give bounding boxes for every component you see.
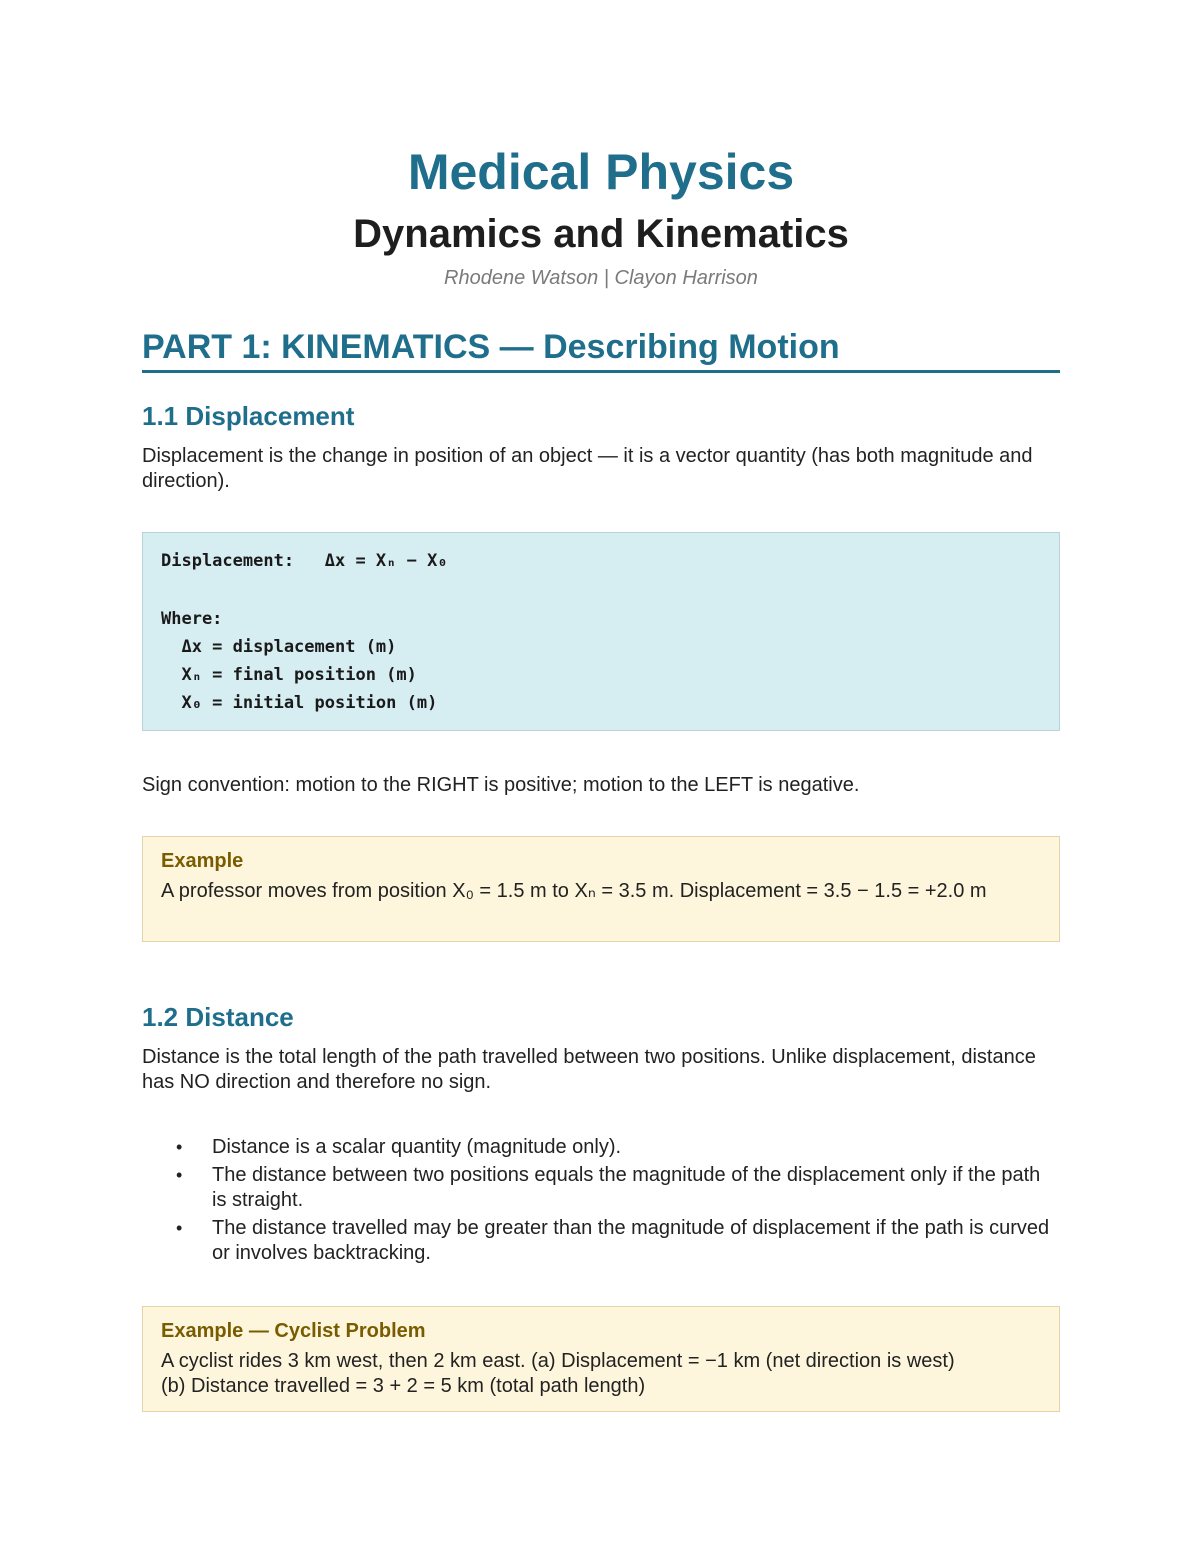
example-line-2: (b) Distance travelled = 3 + 2 = 5 km (total path length) [161, 1375, 646, 1397]
distance-intro: Distance is the total length of the path travelled between two positions. Unlike displacement, distance has NO direction and therefore no sign. [142, 1046, 1036, 1093]
authors-line: Rhodene Watson | Clayon Harrison [444, 267, 758, 289]
section-1-2-heading: 1.2 Distance [142, 1002, 294, 1032]
document-title: Medical Physics [407, 144, 795, 200]
part-1-heading: PART 1: KINEMATICS — Describing Motion [142, 326, 1060, 373]
example-text [161, 1349, 1041, 1399]
displacement-intro: Displacement is the change in position of an object — it is a vector quantity (has both magnitude and direction). [142, 445, 1033, 492]
formula-line-delta-x: Δx = displacement (m) [161, 637, 397, 657]
formula-line-initial: X₀ = initial position (m) [161, 693, 438, 713]
document-subtitle: Dynamics and Kinematics [353, 212, 849, 256]
displacement-formula-box [142, 532, 1060, 731]
list-item [142, 1135, 1060, 1160]
bullet-icon: • [176, 1137, 183, 1157]
cyclist-example-box [142, 1306, 1060, 1412]
list-item-text: The distance travelled may be greater than the magnitude of displacement if the path is curved or involves backtracking. [212, 1217, 1050, 1264]
list-item [142, 1163, 1060, 1213]
example-text: A professor moves from position X₀ = 1.5 m to Xₙ = 3.5 m. Displacement = 3.5 − 1.5 = +2.0 m [161, 880, 987, 902]
distance-bullet-list [142, 1135, 1060, 1269]
list-item [142, 1216, 1060, 1266]
example-label: Example — Cyclist Problem [161, 1320, 426, 1342]
bullet-icon: • [176, 1165, 183, 1185]
list-item-text: The distance between two positions equals the magnitude of the displacement only if the path is straight. [212, 1164, 1041, 1211]
example-line-1: A cyclist rides 3 km west, then 2 km east. (a) Displacement = −1 km (net direction is west) [161, 1350, 955, 1372]
section-1-1-heading: 1.1 Displacement [142, 401, 355, 431]
list-item-text: Distance is a scalar quantity (magnitude only). [212, 1136, 622, 1158]
sign-convention-text: Sign convention: motion to the RIGHT is positive; motion to the LEFT is negative. [142, 774, 860, 796]
formula-line-main: Displacement: Δx = Xₙ − X₀ [161, 551, 448, 571]
bullet-icon: • [176, 1218, 183, 1238]
formula-line-where: Where: [161, 609, 223, 629]
formula-line-final: Xₙ = final position (m) [161, 665, 417, 685]
displacement-example-box [142, 836, 1060, 942]
example-label: Example [161, 850, 244, 872]
